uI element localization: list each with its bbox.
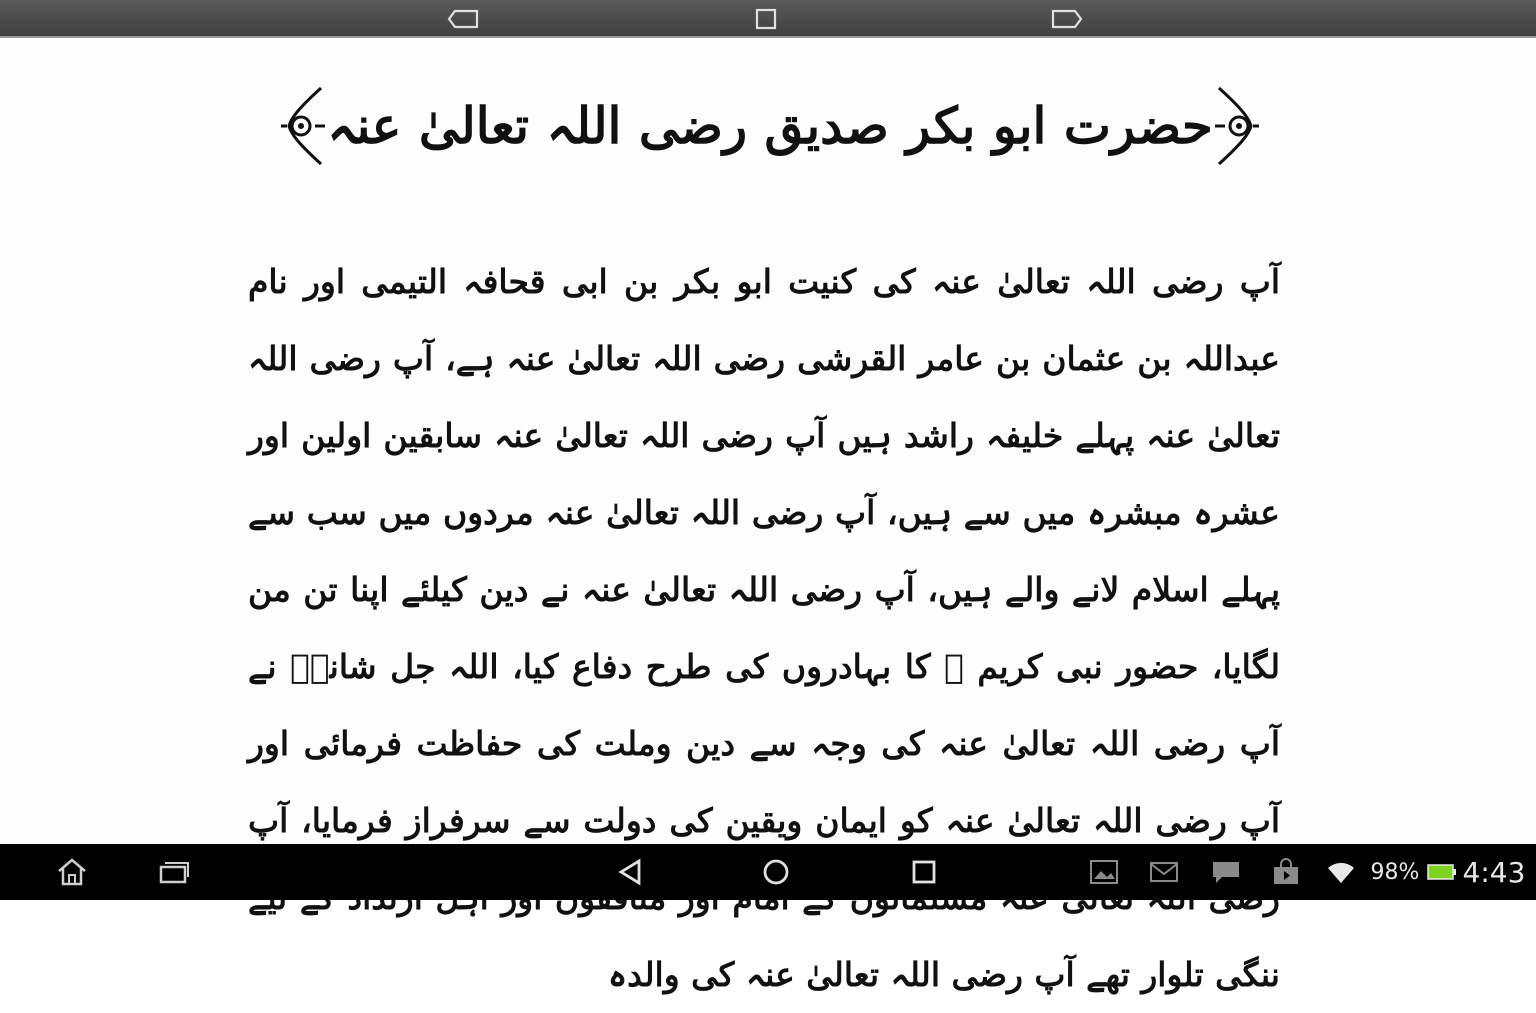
square-icon[interactable]	[746, 7, 786, 31]
back-icon[interactable]	[610, 856, 650, 888]
home-icon[interactable]	[52, 856, 92, 888]
clock-container	[1460, 856, 1528, 888]
page-title: حضرت ابو بکر صدیق رضی اللہ تعالیٰ عنہ	[327, 96, 1213, 155]
article-paragraph: آپ رضی اللہ تعالیٰ عنہ کی کنیت ابو بکر بن ابی قحافہ التیمی اور نام عبداللہ بن عثمان بن عامر القرشی رضی اللہ تعالیٰ عنہ ہے، آپ رضی اللہ تعالیٰ عنہ پہلے خلیفہ راشد ہیں آپ رضی اللہ تعالیٰ عنہ سابقین اولین اور عشرہ مبشرہ میں سے ہیں، آپ رضی اللہ تعالیٰ عنہ مردوں میں سب سے پہلے اسلام لانے والے ہیں، آپ رضی اللہ تعالیٰ عنہ نے دین کیلئے اپنا تن من لگایا، حضور نبی کریم ﷺ کا بہادروں کی طرح دفاع کیا، اللہ جل شانہٗ نے آپ رضی اللہ تعالیٰ عنہ کی وجہ سے دین وملت کی حفاظت فرمائی اور آپ رضی اللہ تعالیٰ عنہ کو ایمان ویقین کی دولت سے سرفراز فرمایا، آپ ننگی تلوار تھے آپ رضی اللہ تعالیٰ عنہ کی والدہ	[248, 262, 1280, 994]
gmail-notification-icon[interactable]	[1146, 856, 1182, 888]
chat-notification-icon[interactable]	[1208, 856, 1244, 888]
system-navigation-bar	[0, 844, 1536, 900]
gallery-notification-icon[interactable]	[1086, 856, 1122, 888]
battery-icon	[1426, 856, 1458, 888]
overview-icon[interactable]	[904, 856, 944, 888]
store-notification-icon[interactable]	[1268, 856, 1304, 888]
left-ornament-icon	[279, 78, 327, 174]
recent-apps-icon[interactable]	[154, 856, 194, 888]
title-banner	[327, 76, 1213, 176]
battery-percent-container	[1366, 856, 1424, 888]
app-top-bar	[0, 0, 1536, 38]
home-circle-icon[interactable]	[756, 856, 796, 888]
clock: 4:43	[1462, 855, 1526, 889]
forward-tag-icon[interactable]	[1046, 7, 1086, 31]
right-ornament-icon	[1213, 78, 1261, 174]
battery-percent: 98%	[1370, 859, 1420, 885]
back-tag-icon[interactable]	[444, 7, 484, 31]
wifi-icon	[1324, 856, 1358, 888]
